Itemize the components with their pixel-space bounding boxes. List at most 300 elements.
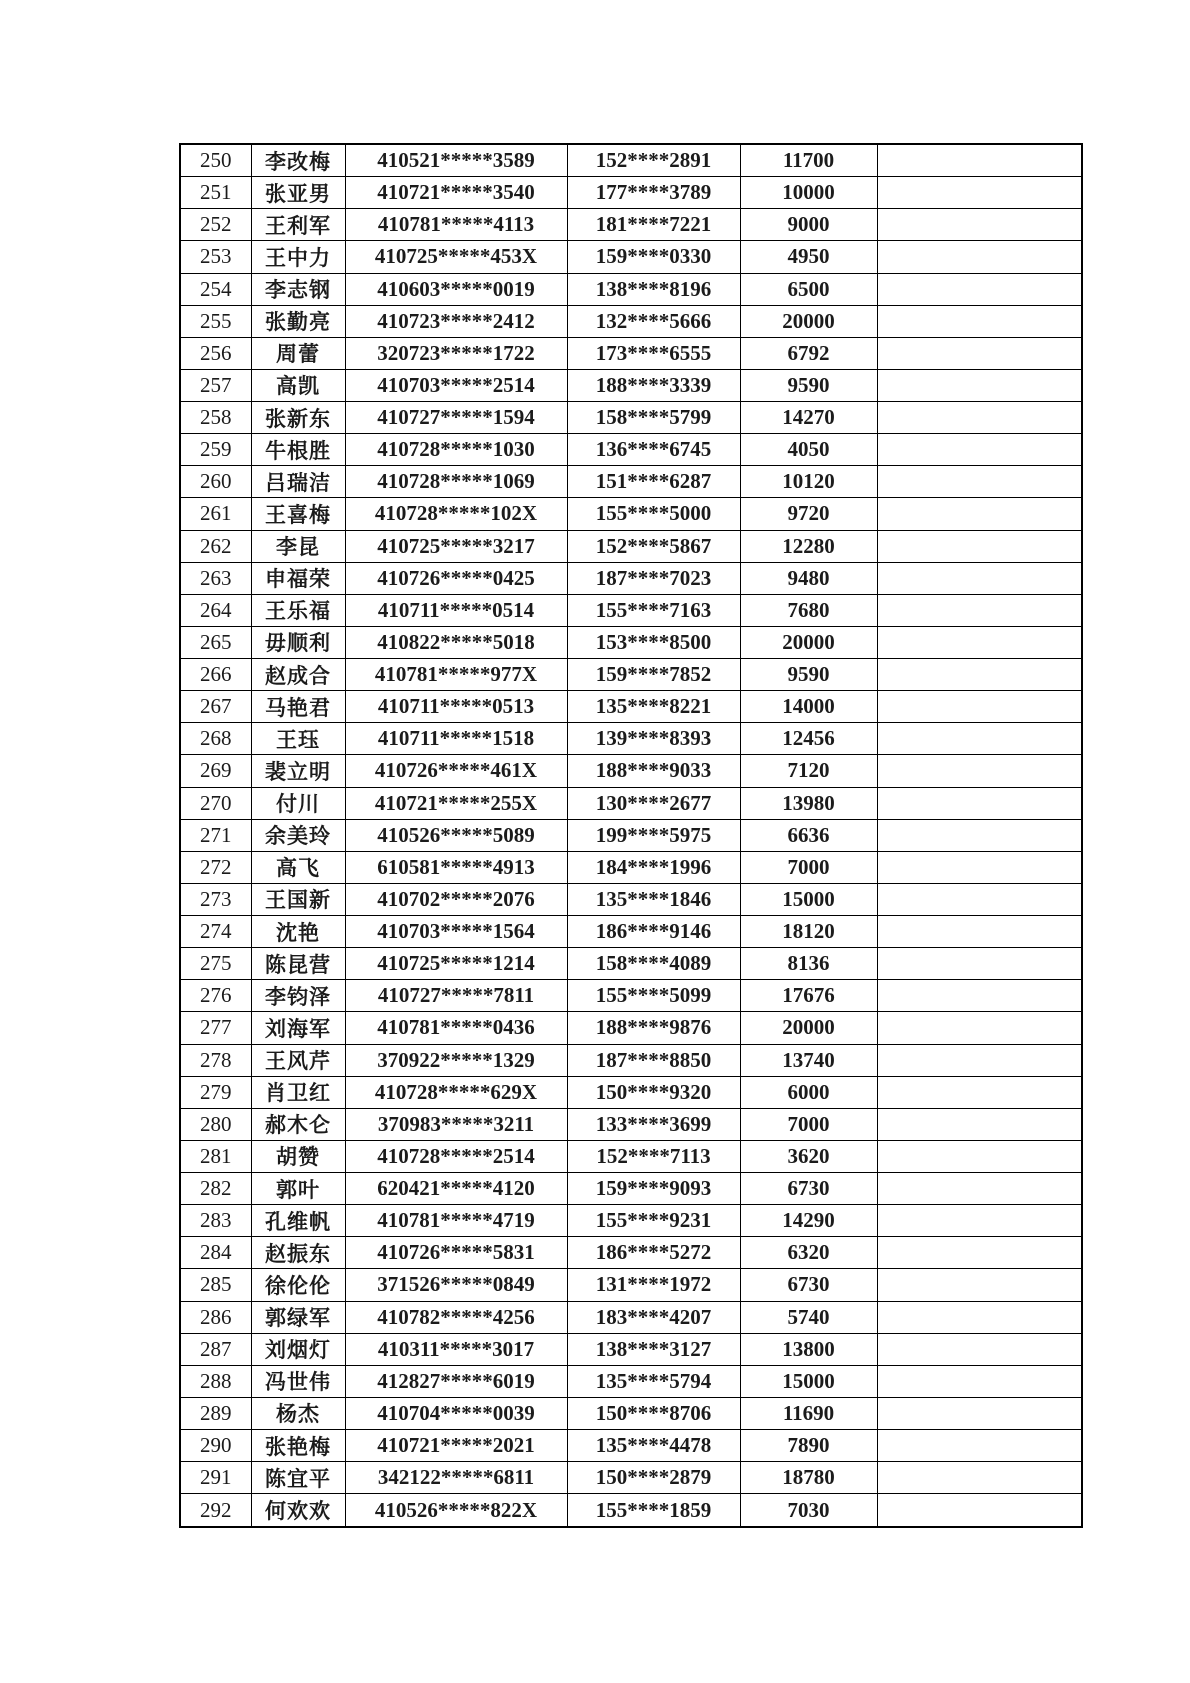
table-row bbox=[180, 562, 1082, 594]
row-index-cell: 288 bbox=[180, 1365, 251, 1397]
row-index-cell: 269 bbox=[180, 755, 251, 787]
phone-number-cell: 150****8706 bbox=[567, 1397, 740, 1429]
amount-cell: 3620 bbox=[740, 1140, 877, 1172]
phone-number-cell: 138****8196 bbox=[567, 273, 740, 305]
note-cell bbox=[877, 1269, 1082, 1301]
table-row bbox=[180, 1365, 1082, 1397]
table-row bbox=[180, 305, 1082, 337]
table-row bbox=[180, 948, 1082, 980]
table-row bbox=[180, 1140, 1082, 1172]
note-cell bbox=[877, 562, 1082, 594]
person-name-cell: 王国新 bbox=[251, 883, 345, 915]
person-name-cell: 李昆 bbox=[251, 530, 345, 562]
phone-number-cell: 177****3789 bbox=[567, 177, 740, 209]
row-index-cell: 276 bbox=[180, 980, 251, 1012]
table-row bbox=[180, 787, 1082, 819]
table-row bbox=[180, 1173, 1082, 1205]
id-number-cell: 410782*****4256 bbox=[345, 1301, 567, 1333]
phone-number-cell: 158****4089 bbox=[567, 948, 740, 980]
phone-number-cell: 155****9231 bbox=[567, 1205, 740, 1237]
phone-number-cell: 159****7852 bbox=[567, 659, 740, 691]
person-name-cell: 余美玲 bbox=[251, 819, 345, 851]
id-number-cell: 620421*****4120 bbox=[345, 1173, 567, 1205]
table-row bbox=[180, 659, 1082, 691]
phone-number-cell: 187****8850 bbox=[567, 1044, 740, 1076]
amount-cell: 4950 bbox=[740, 241, 877, 273]
row-index-cell: 261 bbox=[180, 498, 251, 530]
row-index-cell: 256 bbox=[180, 337, 251, 369]
row-index-cell: 253 bbox=[180, 241, 251, 273]
amount-cell: 7000 bbox=[740, 1108, 877, 1140]
amount-cell: 13800 bbox=[740, 1333, 877, 1365]
table-row bbox=[180, 402, 1082, 434]
table-row bbox=[180, 369, 1082, 401]
phone-number-cell: 131****1972 bbox=[567, 1269, 740, 1301]
person-name-cell: 郝木仑 bbox=[251, 1108, 345, 1140]
amount-cell: 7890 bbox=[740, 1430, 877, 1462]
amount-cell: 10000 bbox=[740, 177, 877, 209]
id-number-cell: 410726*****461X bbox=[345, 755, 567, 787]
person-name-cell: 张新东 bbox=[251, 402, 345, 434]
id-number-cell: 410728*****629X bbox=[345, 1076, 567, 1108]
row-index-cell: 291 bbox=[180, 1462, 251, 1494]
person-name-cell: 刘烟灯 bbox=[251, 1333, 345, 1365]
table-row bbox=[180, 434, 1082, 466]
table-row bbox=[180, 723, 1082, 755]
id-number-cell: 410721*****3540 bbox=[345, 177, 567, 209]
amount-cell: 13740 bbox=[740, 1044, 877, 1076]
id-number-cell: 410727*****1594 bbox=[345, 402, 567, 434]
person-name-cell: 张勤亮 bbox=[251, 305, 345, 337]
amount-cell: 9480 bbox=[740, 562, 877, 594]
phone-number-cell: 152****2891 bbox=[567, 144, 740, 177]
person-name-cell: 胡赞 bbox=[251, 1140, 345, 1172]
amount-cell: 8136 bbox=[740, 948, 877, 980]
row-index-cell: 266 bbox=[180, 659, 251, 691]
row-index-cell: 271 bbox=[180, 819, 251, 851]
phone-number-cell: 130****2677 bbox=[567, 787, 740, 819]
id-number-cell: 410711*****0514 bbox=[345, 594, 567, 626]
note-cell bbox=[877, 1205, 1082, 1237]
id-number-cell: 410703*****2514 bbox=[345, 369, 567, 401]
row-index-cell: 285 bbox=[180, 1269, 251, 1301]
note-cell bbox=[877, 1301, 1082, 1333]
table-row bbox=[180, 883, 1082, 915]
row-index-cell: 280 bbox=[180, 1108, 251, 1140]
table-row bbox=[180, 1205, 1082, 1237]
person-name-cell: 沈艳 bbox=[251, 916, 345, 948]
note-cell bbox=[877, 1430, 1082, 1462]
table-row bbox=[180, 1430, 1082, 1462]
id-number-cell: 412827*****6019 bbox=[345, 1365, 567, 1397]
id-number-cell: 410702*****2076 bbox=[345, 883, 567, 915]
note-cell bbox=[877, 1076, 1082, 1108]
id-number-cell: 410781*****4719 bbox=[345, 1205, 567, 1237]
note-cell bbox=[877, 273, 1082, 305]
amount-cell: 17676 bbox=[740, 980, 877, 1012]
phone-number-cell: 181****7221 bbox=[567, 209, 740, 241]
id-number-cell: 410726*****5831 bbox=[345, 1237, 567, 1269]
person-name-cell: 徐伦伦 bbox=[251, 1269, 345, 1301]
person-name-cell: 李志钢 bbox=[251, 273, 345, 305]
phone-number-cell: 183****4207 bbox=[567, 1301, 740, 1333]
person-name-cell: 赵成合 bbox=[251, 659, 345, 691]
note-cell bbox=[877, 723, 1082, 755]
table-row bbox=[180, 819, 1082, 851]
amount-cell: 11700 bbox=[740, 144, 877, 177]
note-cell bbox=[877, 755, 1082, 787]
row-index-cell: 264 bbox=[180, 594, 251, 626]
phone-number-cell: 150****2879 bbox=[567, 1462, 740, 1494]
person-name-cell: 陈昆营 bbox=[251, 948, 345, 980]
person-name-cell: 王珏 bbox=[251, 723, 345, 755]
row-index-cell: 255 bbox=[180, 305, 251, 337]
id-number-cell: 410822*****5018 bbox=[345, 626, 567, 658]
amount-cell: 20000 bbox=[740, 305, 877, 337]
amount-cell: 14290 bbox=[740, 1205, 877, 1237]
id-number-cell: 320723*****1722 bbox=[345, 337, 567, 369]
note-cell bbox=[877, 1237, 1082, 1269]
row-index-cell: 282 bbox=[180, 1173, 251, 1205]
id-number-cell: 410781*****977X bbox=[345, 659, 567, 691]
phone-number-cell: 186****5272 bbox=[567, 1237, 740, 1269]
note-cell bbox=[877, 1494, 1082, 1527]
amount-cell: 9590 bbox=[740, 659, 877, 691]
table-row bbox=[180, 1301, 1082, 1333]
id-number-cell: 410728*****1030 bbox=[345, 434, 567, 466]
phone-number-cell: 199****5975 bbox=[567, 819, 740, 851]
row-index-cell: 283 bbox=[180, 1205, 251, 1237]
phone-number-cell: 187****7023 bbox=[567, 562, 740, 594]
amount-cell: 20000 bbox=[740, 626, 877, 658]
note-cell bbox=[877, 369, 1082, 401]
amount-cell: 9590 bbox=[740, 369, 877, 401]
id-number-cell: 342122*****6811 bbox=[345, 1462, 567, 1494]
person-name-cell: 高飞 bbox=[251, 851, 345, 883]
id-number-cell: 410721*****255X bbox=[345, 787, 567, 819]
person-name-cell: 张艳梅 bbox=[251, 1430, 345, 1462]
note-cell bbox=[877, 1044, 1082, 1076]
amount-cell: 11690 bbox=[740, 1397, 877, 1429]
amount-cell: 12456 bbox=[740, 723, 877, 755]
note-cell bbox=[877, 1462, 1082, 1494]
table-row bbox=[180, 144, 1082, 177]
row-index-cell: 260 bbox=[180, 466, 251, 498]
person-name-cell: 王风芹 bbox=[251, 1044, 345, 1076]
row-index-cell: 251 bbox=[180, 177, 251, 209]
table-row bbox=[180, 1108, 1082, 1140]
amount-cell: 6792 bbox=[740, 337, 877, 369]
phone-number-cell: 139****8393 bbox=[567, 723, 740, 755]
person-name-cell: 王利军 bbox=[251, 209, 345, 241]
phone-number-cell: 188****3339 bbox=[567, 369, 740, 401]
id-number-cell: 410703*****1564 bbox=[345, 916, 567, 948]
phone-number-cell: 152****5867 bbox=[567, 530, 740, 562]
id-number-cell: 410727*****7811 bbox=[345, 980, 567, 1012]
id-number-cell: 410721*****2021 bbox=[345, 1430, 567, 1462]
id-number-cell: 410725*****453X bbox=[345, 241, 567, 273]
amount-cell: 14000 bbox=[740, 691, 877, 723]
table-row bbox=[180, 1076, 1082, 1108]
amount-cell: 14270 bbox=[740, 402, 877, 434]
person-name-cell: 吕瑞洁 bbox=[251, 466, 345, 498]
roster-table-body bbox=[180, 144, 1082, 1527]
table-row bbox=[180, 916, 1082, 948]
amount-cell: 15000 bbox=[740, 883, 877, 915]
id-number-cell: 410728*****1069 bbox=[345, 466, 567, 498]
amount-cell: 7680 bbox=[740, 594, 877, 626]
id-number-cell: 410711*****0513 bbox=[345, 691, 567, 723]
row-index-cell: 273 bbox=[180, 883, 251, 915]
phone-number-cell: 133****3699 bbox=[567, 1108, 740, 1140]
note-cell bbox=[877, 948, 1082, 980]
roster-table bbox=[179, 143, 1083, 1528]
row-index-cell: 289 bbox=[180, 1397, 251, 1429]
phone-number-cell: 151****6287 bbox=[567, 466, 740, 498]
person-name-cell: 杨杰 bbox=[251, 1397, 345, 1429]
person-name-cell: 郭叶 bbox=[251, 1173, 345, 1205]
table-row bbox=[180, 498, 1082, 530]
id-number-cell: 410781*****4113 bbox=[345, 209, 567, 241]
row-index-cell: 252 bbox=[180, 209, 251, 241]
row-index-cell: 267 bbox=[180, 691, 251, 723]
person-name-cell: 冯世伟 bbox=[251, 1365, 345, 1397]
phone-number-cell: 188****9033 bbox=[567, 755, 740, 787]
table-row bbox=[180, 594, 1082, 626]
row-index-cell: 263 bbox=[180, 562, 251, 594]
row-index-cell: 278 bbox=[180, 1044, 251, 1076]
note-cell bbox=[877, 1140, 1082, 1172]
id-number-cell: 410726*****0425 bbox=[345, 562, 567, 594]
phone-number-cell: 153****8500 bbox=[567, 626, 740, 658]
person-name-cell: 张亚男 bbox=[251, 177, 345, 209]
phone-number-cell: 186****9146 bbox=[567, 916, 740, 948]
row-index-cell: 286 bbox=[180, 1301, 251, 1333]
row-index-cell: 281 bbox=[180, 1140, 251, 1172]
phone-number-cell: 158****5799 bbox=[567, 402, 740, 434]
id-number-cell: 410526*****822X bbox=[345, 1494, 567, 1527]
table-row bbox=[180, 1397, 1082, 1429]
note-cell bbox=[877, 883, 1082, 915]
table-row bbox=[180, 851, 1082, 883]
id-number-cell: 410728*****102X bbox=[345, 498, 567, 530]
note-cell bbox=[877, 337, 1082, 369]
amount-cell: 18780 bbox=[740, 1462, 877, 1494]
phone-number-cell: 135****4478 bbox=[567, 1430, 740, 1462]
phone-number-cell: 152****7113 bbox=[567, 1140, 740, 1172]
phone-number-cell: 150****9320 bbox=[567, 1076, 740, 1108]
amount-cell: 6730 bbox=[740, 1173, 877, 1205]
phone-number-cell: 135****1846 bbox=[567, 883, 740, 915]
row-index-cell: 258 bbox=[180, 402, 251, 434]
table-row bbox=[180, 980, 1082, 1012]
row-index-cell: 275 bbox=[180, 948, 251, 980]
amount-cell: 10120 bbox=[740, 466, 877, 498]
amount-cell: 6636 bbox=[740, 819, 877, 851]
person-name-cell: 陈宜平 bbox=[251, 1462, 345, 1494]
person-name-cell: 李钧泽 bbox=[251, 980, 345, 1012]
person-name-cell: 马艳君 bbox=[251, 691, 345, 723]
amount-cell: 9720 bbox=[740, 498, 877, 530]
table-row bbox=[180, 337, 1082, 369]
row-index-cell: 268 bbox=[180, 723, 251, 755]
amount-cell: 6500 bbox=[740, 273, 877, 305]
table-row bbox=[180, 209, 1082, 241]
id-number-cell: 410704*****0039 bbox=[345, 1397, 567, 1429]
note-cell bbox=[877, 626, 1082, 658]
person-name-cell: 刘海军 bbox=[251, 1012, 345, 1044]
amount-cell: 5740 bbox=[740, 1301, 877, 1333]
person-name-cell: 王乐福 bbox=[251, 594, 345, 626]
table-row bbox=[180, 530, 1082, 562]
row-index-cell: 259 bbox=[180, 434, 251, 466]
table-row bbox=[180, 1269, 1082, 1301]
row-index-cell: 257 bbox=[180, 369, 251, 401]
id-number-cell: 370983*****3211 bbox=[345, 1108, 567, 1140]
phone-number-cell: 159****0330 bbox=[567, 241, 740, 273]
phone-number-cell: 188****9876 bbox=[567, 1012, 740, 1044]
person-name-cell: 肖卫红 bbox=[251, 1076, 345, 1108]
row-index-cell: 254 bbox=[180, 273, 251, 305]
row-index-cell: 270 bbox=[180, 787, 251, 819]
table-row bbox=[180, 1462, 1082, 1494]
note-cell bbox=[877, 177, 1082, 209]
person-name-cell: 付川 bbox=[251, 787, 345, 819]
row-index-cell: 250 bbox=[180, 144, 251, 177]
person-name-cell: 裴立明 bbox=[251, 755, 345, 787]
phone-number-cell: 138****3127 bbox=[567, 1333, 740, 1365]
person-name-cell: 周蕾 bbox=[251, 337, 345, 369]
person-name-cell: 赵振东 bbox=[251, 1237, 345, 1269]
person-name-cell: 孔维帆 bbox=[251, 1205, 345, 1237]
note-cell bbox=[877, 530, 1082, 562]
phone-number-cell: 155****7163 bbox=[567, 594, 740, 626]
phone-number-cell: 132****5666 bbox=[567, 305, 740, 337]
note-cell bbox=[877, 1012, 1082, 1044]
phone-number-cell: 155****5099 bbox=[567, 980, 740, 1012]
person-name-cell: 牛根胜 bbox=[251, 434, 345, 466]
id-number-cell: 410311*****3017 bbox=[345, 1333, 567, 1365]
table-row bbox=[180, 755, 1082, 787]
amount-cell: 6320 bbox=[740, 1237, 877, 1269]
person-name-cell: 何欢欢 bbox=[251, 1494, 345, 1527]
person-name-cell: 王中力 bbox=[251, 241, 345, 273]
amount-cell: 7030 bbox=[740, 1494, 877, 1527]
note-cell bbox=[877, 498, 1082, 530]
row-index-cell: 272 bbox=[180, 851, 251, 883]
amount-cell: 7120 bbox=[740, 755, 877, 787]
amount-cell: 15000 bbox=[740, 1365, 877, 1397]
note-cell bbox=[877, 1397, 1082, 1429]
phone-number-cell: 173****6555 bbox=[567, 337, 740, 369]
id-number-cell: 410603*****0019 bbox=[345, 273, 567, 305]
id-number-cell: 410725*****3217 bbox=[345, 530, 567, 562]
table-row bbox=[180, 1494, 1082, 1527]
note-cell bbox=[877, 1173, 1082, 1205]
row-index-cell: 265 bbox=[180, 626, 251, 658]
note-cell bbox=[877, 241, 1082, 273]
amount-cell: 6000 bbox=[740, 1076, 877, 1108]
amount-cell: 4050 bbox=[740, 434, 877, 466]
note-cell bbox=[877, 819, 1082, 851]
amount-cell: 6730 bbox=[740, 1269, 877, 1301]
note-cell bbox=[877, 851, 1082, 883]
person-name-cell: 李改梅 bbox=[251, 144, 345, 177]
note-cell bbox=[877, 691, 1082, 723]
note-cell bbox=[877, 1365, 1082, 1397]
table-row bbox=[180, 626, 1082, 658]
person-name-cell: 高凯 bbox=[251, 369, 345, 401]
table-row bbox=[180, 241, 1082, 273]
id-number-cell: 371526*****0849 bbox=[345, 1269, 567, 1301]
note-cell bbox=[877, 402, 1082, 434]
person-name-cell: 申福荣 bbox=[251, 562, 345, 594]
amount-cell: 20000 bbox=[740, 1012, 877, 1044]
note-cell bbox=[877, 1333, 1082, 1365]
row-index-cell: 262 bbox=[180, 530, 251, 562]
note-cell bbox=[877, 594, 1082, 626]
id-number-cell: 410711*****1518 bbox=[345, 723, 567, 755]
note-cell bbox=[877, 209, 1082, 241]
id-number-cell: 410728*****2514 bbox=[345, 1140, 567, 1172]
note-cell bbox=[877, 916, 1082, 948]
id-number-cell: 370922*****1329 bbox=[345, 1044, 567, 1076]
note-cell bbox=[877, 659, 1082, 691]
amount-cell: 9000 bbox=[740, 209, 877, 241]
id-number-cell: 610581*****4913 bbox=[345, 851, 567, 883]
row-index-cell: 279 bbox=[180, 1076, 251, 1108]
phone-number-cell: 155****5000 bbox=[567, 498, 740, 530]
amount-cell: 12280 bbox=[740, 530, 877, 562]
id-number-cell: 410521*****3589 bbox=[345, 144, 567, 177]
row-index-cell: 277 bbox=[180, 1012, 251, 1044]
id-number-cell: 410725*****1214 bbox=[345, 948, 567, 980]
phone-number-cell: 184****1996 bbox=[567, 851, 740, 883]
phone-number-cell: 155****1859 bbox=[567, 1494, 740, 1527]
phone-number-cell: 135****5794 bbox=[567, 1365, 740, 1397]
person-name-cell: 郭绿军 bbox=[251, 1301, 345, 1333]
note-cell bbox=[877, 144, 1082, 177]
table-row bbox=[180, 273, 1082, 305]
note-cell bbox=[877, 1108, 1082, 1140]
phone-number-cell: 135****8221 bbox=[567, 691, 740, 723]
table-row bbox=[180, 1044, 1082, 1076]
table-row bbox=[180, 1333, 1082, 1365]
id-number-cell: 410781*****0436 bbox=[345, 1012, 567, 1044]
table-row bbox=[180, 691, 1082, 723]
row-index-cell: 287 bbox=[180, 1333, 251, 1365]
row-index-cell: 290 bbox=[180, 1430, 251, 1462]
phone-number-cell: 159****9093 bbox=[567, 1173, 740, 1205]
row-index-cell: 284 bbox=[180, 1237, 251, 1269]
note-cell bbox=[877, 466, 1082, 498]
table-row bbox=[180, 1237, 1082, 1269]
amount-cell: 13980 bbox=[740, 787, 877, 819]
id-number-cell: 410723*****2412 bbox=[345, 305, 567, 337]
person-name-cell: 毋顺利 bbox=[251, 626, 345, 658]
amount-cell: 7000 bbox=[740, 851, 877, 883]
note-cell bbox=[877, 787, 1082, 819]
row-index-cell: 292 bbox=[180, 1494, 251, 1527]
id-number-cell: 410526*****5089 bbox=[345, 819, 567, 851]
table-row bbox=[180, 1012, 1082, 1044]
note-cell bbox=[877, 980, 1082, 1012]
table-row bbox=[180, 177, 1082, 209]
amount-cell: 18120 bbox=[740, 916, 877, 948]
person-name-cell: 王喜梅 bbox=[251, 498, 345, 530]
note-cell bbox=[877, 434, 1082, 466]
note-cell bbox=[877, 305, 1082, 337]
